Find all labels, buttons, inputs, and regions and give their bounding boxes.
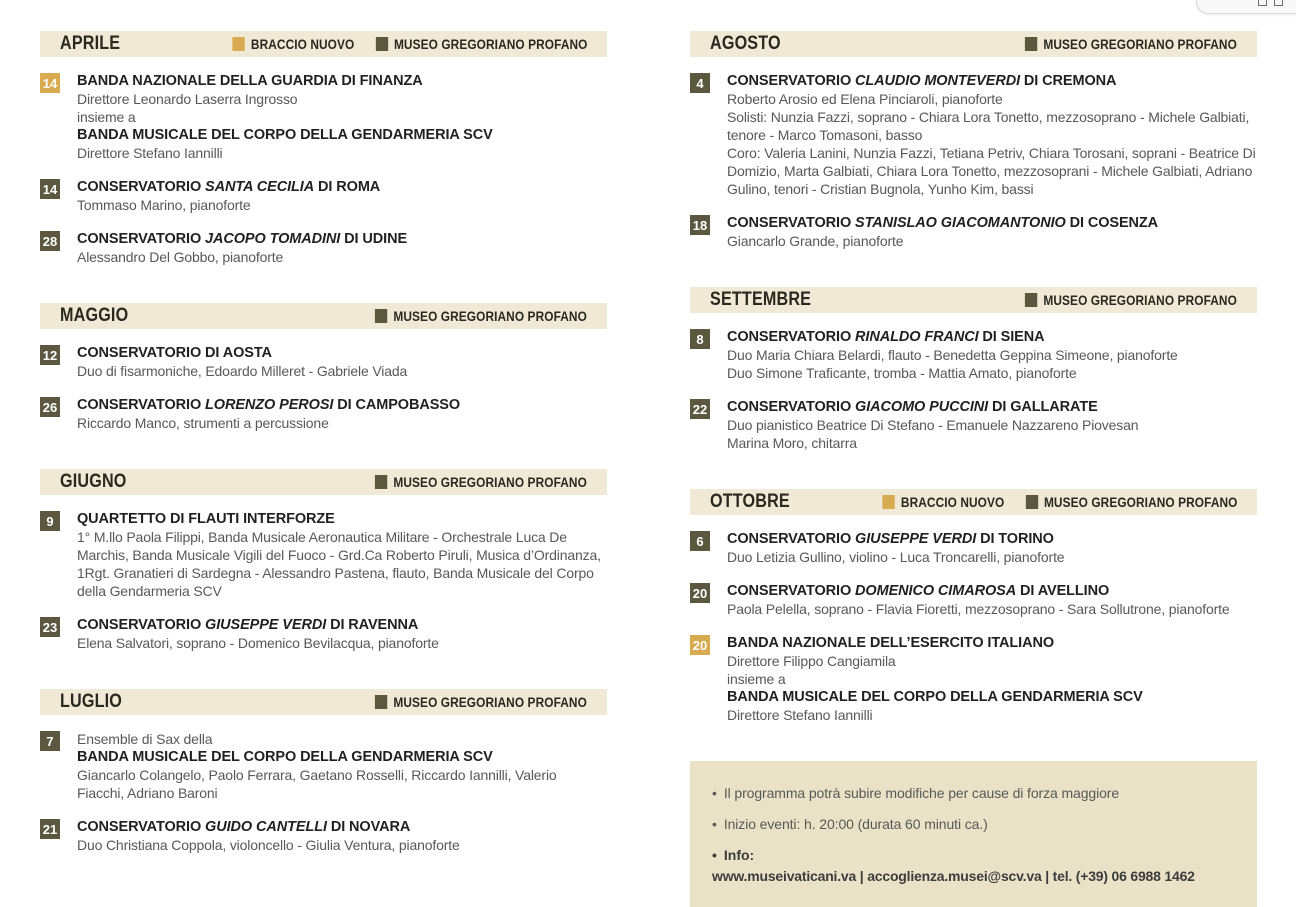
- event-body: [77, 72, 607, 162]
- event-row: [690, 214, 1257, 250]
- legend-color-swatch: [375, 475, 387, 489]
- event-title: CONSERVATORIO RINALDO FRANCI DI SIENA: [727, 329, 1045, 345]
- event-detail-line: Alessandro Del Gobbo, pianoforte: [77, 249, 284, 265]
- event-date-badge: 8: [690, 329, 710, 349]
- info-label: [712, 847, 1243, 864]
- month-section-settembre: [690, 287, 1257, 452]
- event-title: BANDA MUSICALE DEL CORPO DELLA GENDARMERIA SCV: [727, 689, 1143, 705]
- legend-label: BRACCIO NUOVO: [900, 494, 1004, 510]
- legend-item-museo-gregoriano: [375, 37, 587, 52]
- month-title: LUGLIO: [60, 691, 123, 712]
- info-item-text: Il programma potrà subire modifiche per cause di forza maggiore: [723, 785, 1120, 801]
- info-contacts[interactable]: www.museivaticani.va | accoglienza.musei@scv.va | tel. (+39) 06 6988 1462: [712, 868, 1195, 884]
- event-row: [40, 510, 607, 600]
- event-detail-line: 1° M.llo Paola Filippi, Banda Musicale Aeronautica Militare - Orchestrale Luca De Marchis, Banda Musicale Vigili del Fuoco - Grd.Ca Roberto Piruli, Musica d’Ordinanza, 1Rgt. Granatieri di Sardegna - Alessandro Pastena, flauto, Banda Musicale del Corpo della Gendarmeria SCV: [77, 529, 601, 599]
- page-thumbnail-icon[interactable]: [1258, 0, 1267, 6]
- event-detail-line: Tommaso Marino, pianoforte: [77, 197, 251, 213]
- info-item-text: Inizio eventi: h. 20:00 (durata 60 minuti ca.): [723, 816, 988, 832]
- event-detail-line: Duo Simone Traficante, tromba - Mattia Amato, pianoforte: [727, 365, 1077, 381]
- event-detail-line: insieme a: [727, 671, 786, 687]
- event-date-badge: 12: [40, 345, 60, 365]
- event-row: [690, 582, 1257, 618]
- event-body: [727, 72, 1257, 198]
- event-date-badge: 26: [40, 397, 60, 417]
- event-date-badge: 14: [40, 73, 60, 93]
- legend-item-museo-gregoriano: [375, 475, 587, 490]
- event-detail-line: Duo pianistico Beatrice Di Stefano - Emanuele Nazzareno Piovesan: [727, 417, 1139, 433]
- event-detail-line: Elena Salvatori, soprano - Domenico Bevilacqua, pianoforte: [77, 635, 439, 651]
- month-section-maggio: [40, 303, 607, 432]
- event-date-badge: 6: [690, 531, 710, 551]
- month-section-agosto: [690, 31, 1257, 250]
- event-title: BANDA MUSICALE DEL CORPO DELLA GENDARMERIA SCV: [77, 127, 493, 143]
- event-row: [690, 72, 1257, 198]
- info-item: [712, 816, 1243, 833]
- event-date-badge: 20: [690, 583, 710, 603]
- event-date-badge: 20: [690, 635, 710, 655]
- legend-color-swatch: [375, 309, 387, 323]
- legend: [375, 475, 587, 490]
- event-title: CONSERVATORIO LORENZO PEROSI DI CAMPOBASSO: [77, 397, 461, 413]
- event-detail-line: Roberto Arosio ed Elena Pinciaroli, pianoforte: [727, 91, 1003, 107]
- event-title: BANDA NAZIONALE DELLA GUARDIA DI FINANZA: [77, 73, 423, 89]
- month-header: [40, 31, 607, 57]
- event-date-badge: 21: [40, 819, 60, 839]
- legend-label: MUSEO GREGORIANO PROFANO: [393, 36, 587, 52]
- event-title: CONSERVATORIO DOMENICO CIMAROSA DI AVELLINO: [727, 583, 1110, 599]
- month-section-aprile: [40, 31, 607, 266]
- legend-item-museo-gregoriano: [375, 309, 587, 324]
- month-title: APRILE: [60, 33, 121, 54]
- event-title: CONSERVATORIO JACOPO TOMADINI DI UDINE: [77, 231, 408, 247]
- month-header: [690, 287, 1257, 313]
- legend-label: MUSEO GREGORIANO PROFANO: [393, 474, 587, 490]
- event-title: CONSERVATORIO GUIDO CANTELLI DI NOVARA: [77, 819, 411, 835]
- event-body: [77, 616, 607, 652]
- month-section-ottobre: [690, 489, 1257, 724]
- legend-color-swatch: [232, 37, 244, 51]
- event-body: [77, 818, 607, 854]
- event-row: [40, 396, 607, 432]
- month-header: [40, 469, 607, 495]
- event-title: CONSERVATORIO GIUSEPPE VERDI DI RAVENNA: [77, 617, 419, 633]
- legend: [1025, 293, 1237, 308]
- event-row: [690, 328, 1257, 382]
- month-header: [40, 689, 607, 715]
- event-detail-line: Duo Letizia Gullino, violino - Luca Troncarelli, pianoforte: [727, 549, 1065, 565]
- program-column-left: [40, 31, 607, 854]
- legend-item-braccio-nuovo: [232, 37, 354, 52]
- legend-item-braccio-nuovo: [882, 495, 1004, 510]
- event-row: [690, 530, 1257, 566]
- month-title: MAGGIO: [60, 305, 129, 326]
- event-body: [727, 582, 1257, 618]
- event-body: [727, 530, 1257, 566]
- event-detail-line: Direttore Filippo Cangiamila: [727, 653, 896, 669]
- month-header: [40, 303, 607, 329]
- event-title: BANDA MUSICALE DEL CORPO DELLA GENDARMERIA SCV: [77, 749, 493, 765]
- month-header: [690, 31, 1257, 57]
- month-title: OTTOBRE: [710, 491, 790, 512]
- event-detail-line: Direttore Stefano Iannilli: [727, 707, 873, 723]
- event-body: [77, 396, 607, 432]
- event-row: [40, 230, 607, 266]
- event-row: [40, 616, 607, 652]
- event-title: CONSERVATORIO GIACOMO PUCCINI DI GALLARATE: [727, 399, 1098, 415]
- legend-label: BRACCIO NUOVO: [250, 36, 354, 52]
- event-body: [77, 344, 607, 380]
- event-detail-line: Duo di fisarmoniche, Edoardo Milleret - Gabriele Viada: [77, 363, 408, 379]
- event-detail-line: Duo Christiana Coppola, violoncello - Giulia Ventura, pianoforte: [77, 837, 460, 853]
- legend-label: MUSEO GREGORIANO PROFANO: [393, 694, 587, 710]
- page-thumbnail-icon[interactable]: [1274, 0, 1283, 6]
- month-section-giugno: [40, 469, 607, 652]
- legend-color-swatch: [375, 37, 387, 51]
- event-date-badge: 9: [40, 511, 60, 531]
- event-row: [690, 398, 1257, 452]
- program-column-right: [690, 31, 1257, 907]
- event-title: CONSERVATORIO GIUSEPPE VERDI DI TORINO: [727, 531, 1054, 547]
- event-detail-line: insieme a: [77, 109, 136, 125]
- event-detail-line: Paola Pelella, soprano - Flavia Fioretti, mezzosoprano - Sara Sollutrone, pianoforte: [727, 601, 1230, 617]
- legend-label: MUSEO GREGORIANO PROFANO: [393, 308, 587, 324]
- event-row: [40, 72, 607, 162]
- info-box: [690, 761, 1257, 907]
- event-title: CONSERVATORIO DI AOSTA: [77, 345, 272, 361]
- legend-item-museo-gregoriano: [1025, 495, 1237, 510]
- event-body: [77, 230, 607, 266]
- legend-item-museo-gregoriano: [1025, 37, 1237, 52]
- legend-label: MUSEO GREGORIANO PROFANO: [1043, 494, 1237, 510]
- info-item: [712, 785, 1243, 802]
- legend-color-swatch: [375, 695, 387, 709]
- event-detail-line: Ensemble di Sax della: [77, 731, 213, 747]
- event-body: [77, 730, 607, 802]
- info-label-text: Info:: [723, 847, 755, 863]
- event-detail-line: Coro: Valeria Lanini, Nunzia Fazzi, Tetiana Petriv, Chiara Torosani, soprani - Beatrice Di Domizio, Marta Galbiati, Chiara Lora Tonetto, mezzosoprani - Michele Galbiati, Adriano Gulino, tenori - Cristian Bugnola, Yunho Kim, bassi: [727, 145, 1256, 197]
- event-body: [727, 634, 1257, 724]
- month-header: [690, 489, 1257, 515]
- event-date-badge: 4: [690, 73, 710, 93]
- legend-label: MUSEO GREGORIANO PROFANO: [1043, 292, 1237, 308]
- event-detail-line: Direttore Stefano Iannilli: [77, 145, 223, 161]
- floating-toolbar-fragment[interactable]: [1196, 0, 1296, 14]
- event-body: [77, 178, 607, 214]
- event-date-badge: 7: [40, 731, 60, 751]
- legend: [375, 695, 587, 710]
- event-date-badge: 14: [40, 179, 60, 199]
- event-date-badge: 28: [40, 231, 60, 251]
- legend: [375, 309, 587, 324]
- event-detail-line: Riccardo Manco, strumenti a percussione: [77, 415, 329, 431]
- event-body: [727, 214, 1257, 250]
- legend: [1025, 37, 1237, 52]
- event-detail-line: Duo Maria Chiara Belardi, flauto - Benedetta Geppina Simeone, pianoforte: [727, 347, 1178, 363]
- legend-item-museo-gregoriano: [1025, 293, 1237, 308]
- bullet-icon: •: [712, 816, 717, 832]
- event-title: CONSERVATORIO SANTA CECILIA DI ROMA: [77, 179, 381, 195]
- event-detail-line: Giancarlo Grande, pianoforte: [727, 233, 904, 249]
- legend-item-museo-gregoriano: [375, 695, 587, 710]
- bullet-icon: •: [712, 785, 717, 801]
- event-date-badge: 22: [690, 399, 710, 419]
- event-detail-line: Marina Moro, chitarra: [727, 435, 857, 451]
- event-body: [727, 328, 1257, 382]
- event-row: [40, 344, 607, 380]
- event-date-badge: 23: [40, 617, 60, 637]
- legend-color-swatch: [882, 495, 894, 509]
- event-row: [690, 634, 1257, 724]
- event-date-badge: 18: [690, 215, 710, 235]
- legend-color-swatch: [1025, 495, 1037, 509]
- legend-color-swatch: [1025, 37, 1037, 51]
- event-title: CONSERVATORIO STANISLAO GIACOMANTONIO DI COSENZA: [727, 215, 1159, 231]
- legend: [232, 37, 587, 52]
- event-body: [77, 510, 607, 600]
- month-title: AGOSTO: [710, 33, 781, 54]
- month-title: GIUGNO: [60, 471, 127, 492]
- legend-label: MUSEO GREGORIANO PROFANO: [1043, 36, 1237, 52]
- event-detail-line: Giancarlo Colangelo, Paolo Ferrara, Gaetano Rosselli, Riccardo Iannilli, Valerio Fiacchi, Adriano Baroni: [77, 767, 557, 801]
- event-title: QUARTETTO DI FLAUTI INTERFORZE: [77, 511, 335, 527]
- month-section-luglio: [40, 689, 607, 854]
- legend-color-swatch: [1025, 293, 1037, 307]
- bullet-icon: •: [712, 847, 717, 863]
- event-detail-line: Solisti: Nunzia Fazzi, soprano - Chiara Lora Tonetto, mezzosoprano - Michele Galbiati, tenore - Marco Tomasoni, basso: [727, 109, 1250, 143]
- event-row: [40, 178, 607, 214]
- event-title: BANDA NAZIONALE DELL’ESERCITO ITALIANO: [727, 635, 1055, 651]
- event-row: [40, 818, 607, 854]
- month-title: SETTEMBRE: [710, 289, 812, 310]
- event-detail-line: Direttore Leonardo Laserra Ingrosso: [77, 91, 298, 107]
- event-row: [40, 730, 607, 802]
- event-title: CONSERVATORIO CLAUDIO MONTEVERDI DI CREMONA: [727, 73, 1117, 89]
- event-body: [727, 398, 1257, 452]
- legend: [882, 495, 1237, 510]
